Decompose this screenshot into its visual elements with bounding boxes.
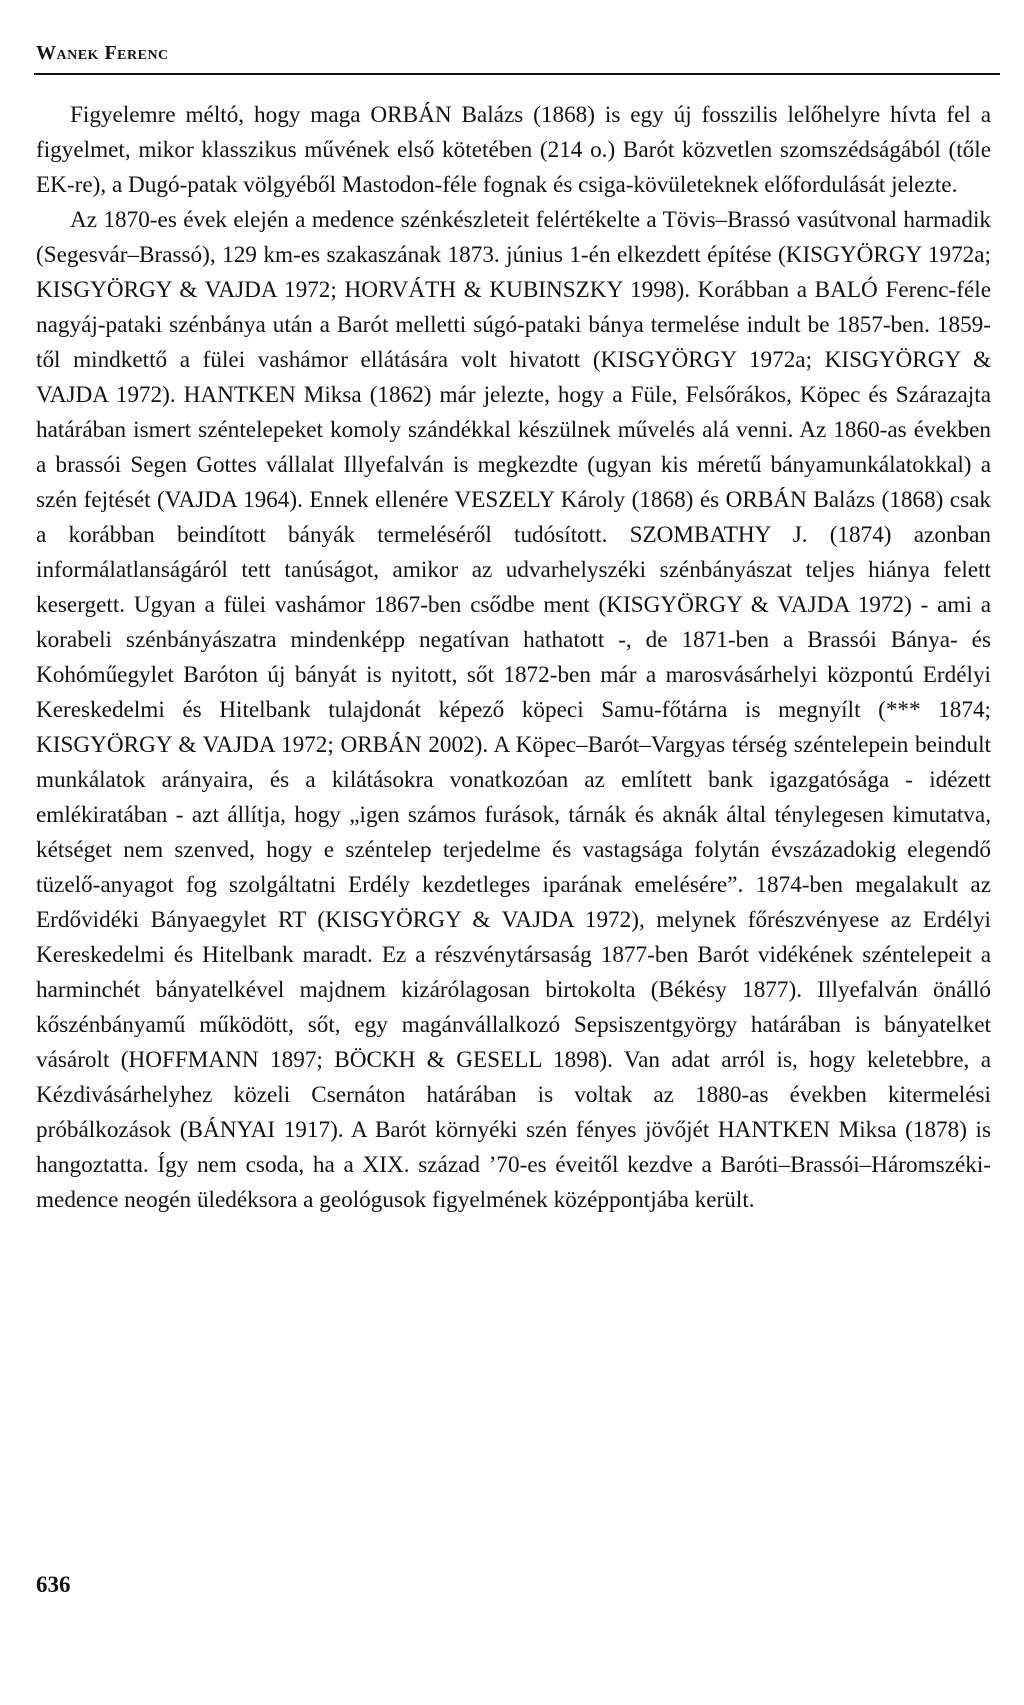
paragraph-1: Figyelemre méltó, hogy maga ORBÁN Balázs (1868) is egy új fosszilis lelőhelyre hívta fel a figyelmet, mikor klasszikus művének első kötetében (214 o.) Barót közvetlen szomszédságából (tőle EK-re), a Dugó-patak völgyéből Mastodon-féle fognak és csiga-kövületeknek előfordulását jelezte.: [36, 102, 991, 198]
page-header: [32, 42, 992, 75]
paragraph-2: Az 1870-es évek elején a medence szénkészleteit felértékelte a Tövis–Brassó vasútvonal harmadik (Segesvár–Brassó), 129 km-es szakaszának 1873. június 1-én elkezdett építése (KISGYÖRGY 1972a; KISGYÖRGY & VAJDA 1972; HORVÁTH & KUBINSZKY 1998). Korábban a BALÓ Ferenc-féle nagyáj-pataki szénbánya után a Barót melletti súgó-pataki bánya termelése indult be 1857-ben. 1859-től mindkettő a fülei vashámor ellátására volt hivatott (KISGYÖRGY 1972a; KISGYÖRGY & VAJDA 1972). HANTKEN Miksa (1862) már jelezte, hogy a Füle, Felsőrákos, Köpec és Szárazajta határában ismert széntelepeket komoly szándékkal készülnek művelés alá venni. Az 1860-as években a brassói Segen Gottes vállalat Illyefalván is megkezdte (ugyan kis méretű bányamunkálatokkal) a szén fejtését (VAJDA 1964). Ennek ellenére VESZELY Károly (1868) és ORBÁN Balázs (1868) csak a korábban beindított bányák termeléséről tudósított. SZOMBATHY J. (1874) azonban informálatlanságáról tett tanúságot, amikor az udvarhelyszéki szénbányászat teljes hiánya felett kesergett. Ugyan a fülei vashámor 1867-ben csődbe ment (KISGYÖRGY & VAJDA 1972) - ami a korabeli szénbányászatra mindenképp negatívan hathatott -, de 1871-ben a Brassói Bánya- és Kohóműegylet Baróton új bányát is nyitott, sőt 1872-ben már a marosvásárhelyi központú Erdélyi Kereskedelmi és Hitelbank tulajdonát képező köpeci Samu-főtárna is megnyílt (*** 1874; KISGYÖRGY & VAJDA 1972; ORBÁN 2002). A Köpec–Barót–Vargyas térség széntelepein beindult munkálatok arányaira, és a kilátásokra vonatkozóan az említett bank igazgatósága - idézett emlékiratában - azt állítja, hogy „igen számos furások, tárnák és aknák által ténylegesen kimutatva, kétséget nem szenved, hogy e széntelep terjedelme és vastagsága folytán évszázadokig elegendő tüzelő-anyagot fog szolgáltatni Erdély kezdetleges iparának emelésére”. 1874-ben megalakult az Erdővidéki Bányaegylet RT (KISGYÖRGY & VAJDA 1972), melynek főrészvényese az Erdélyi Kereskedelmi és Hitelbank maradt. Ez a részvénytársaság 1877-ben Barót vidékének széntelepeit a harminchét bányatelkével majdnem kizárólagosan birtokolta (Békésy 1877). Illyefalván önálló kőszénbányamű működött, sőt, egy magánvállalkozó Sepsiszentgyörgy határában is bányatelket vásárolt (HOFFMANN 1897; BÖCKH & GESELL 1898). Van adat arról is, hogy keletebbre, a Kézdivásárhelyhez közeli Csernáton határában is voltak az 1880-as években kitermelési próbálkozások (BÁNYAI 1917). A Barót környéki szén fényes jövőjét HANTKEN Miksa (1878) is hangoztatta. Így nem csoda, ha a XIX. század ’70-es éveitől kezdve a Baróti–Brassói–Háromszéki-medence neogén üledéksora a geológusok figyelmének középpontjába került.: [36, 207, 991, 1213]
running-head: Wanek Ferenc: [36, 42, 169, 64]
header-rule: [34, 73, 1000, 75]
page-body: [36, 98, 991, 1218]
page-number: 636: [36, 1572, 71, 1597]
